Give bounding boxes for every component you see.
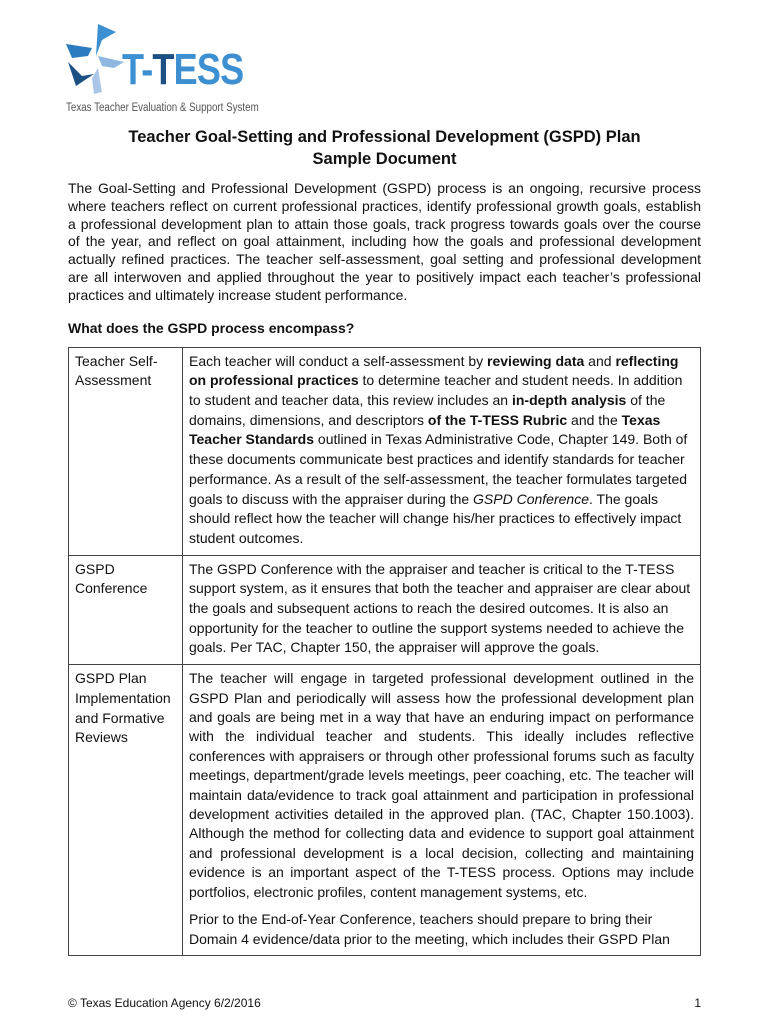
row-label: GSPD Plan Implementation and Formative Reviews xyxy=(69,665,183,956)
intro-paragraph: The Goal-Setting and Professional Development (GSPD) process is an ongoing, recursive process where teachers reflect on current professional practices, identify professional growth goals, establish a professional development plan to attain those goals, track progress towards goals over the course of the year, and reflect on goal attainment, including how the goals and professional development actually refined practices. The teacher self-assessment, goal setting and professional development are all interwoven and applied throughout the year to positively impact each teacher’s professional practices and ultimately increase student performance. xyxy=(68,180,701,303)
text-segment: outlined in Texas Administrative Code, Chapter 149. Both of these documents communicate best practices and identify standards for teacher performance. As a result of the self-assessment, the teacher formulates targeted goals to discuss with the appraiser during the xyxy=(189,431,688,507)
text-segment: . The goals should reflect how the teacher will change his/her practices to effectively impact student outcomes. xyxy=(189,490,682,546)
title-line-1: Teacher Goal-Setting and Professional Development (GSPD) Plan xyxy=(128,128,641,146)
logo-wordmark xyxy=(122,45,244,94)
description-paragraph xyxy=(189,352,694,549)
bold-text: of the T-TESS Rubric xyxy=(427,411,568,428)
logo-wordmark-part: ESS xyxy=(173,45,244,94)
table-row xyxy=(69,665,701,956)
text-segment: of the domains, dimensions, and descriptors xyxy=(189,391,666,428)
row-label: Teacher Self-Assessment xyxy=(69,347,183,555)
description-paragraph xyxy=(189,669,694,902)
bold-text: reflecting on professional practices xyxy=(189,352,679,389)
page-number: 1 xyxy=(694,996,701,1010)
text-segment: Each teacher will conduct a self-assessment by xyxy=(189,352,488,369)
text-segment: The teacher will engage in targeted professional development outlined in the GSPD Plan and periodically will assess how the professional development plan and goals are being met in a way that have an enduring impact on performance with the individual teacher and students. This ideally includes reflective conferences with appraisers or through other professional forums such as faculty meetings, department/grade levels meetings, peer coaching, etc. The teacher will maintain data/evidence to track goal attainment and participation in professional development activities detailed in the approved plan. (TAC, Chapter 150.1003). Although the method for collecting data and evidence to support goal attainment and professional development is a local decision, collecting and maintaining evidence is an important aspect of the T-TESS process. Options may include portfolios, electronic profiles, content management systems, etc. xyxy=(189,670,694,900)
bold-text: Texas Teacher Standards xyxy=(189,411,661,448)
row-description xyxy=(183,347,701,555)
t-tess-logo xyxy=(58,22,258,118)
text-segment: and xyxy=(584,352,616,369)
row-label: GSPD Conference xyxy=(69,555,183,665)
row-description xyxy=(183,555,701,665)
text-segment: The GSPD Conference with the appraiser and teacher is critical to the T-TESS support system, as it ensures that both the teacher and appraiser are clear about the goals and subsequent actions to reach the desired outcomes. It is also an opportunity for the teacher to outline the support systems needed to achieve the goals. Per TAC, Chapter 150, the appraiser will approve the goals. xyxy=(189,560,691,656)
text-segment: and the xyxy=(567,411,622,428)
logo-wordmark-part: T xyxy=(152,45,174,94)
title-line-2: Sample Document xyxy=(312,150,457,168)
description-paragraph xyxy=(189,560,694,659)
table-row xyxy=(69,347,701,555)
logo-wordmark-part: T- xyxy=(122,45,153,94)
footer xyxy=(68,984,701,1010)
footer-copyright: © Texas Education Agency 6/2/2016 xyxy=(68,996,261,1010)
row-description xyxy=(183,665,701,956)
logo-subtitle: Texas Teacher Evaluation & Support System xyxy=(66,102,259,114)
bold-text: reviewing data xyxy=(487,352,585,369)
bold-text: in-depth analysis xyxy=(511,391,627,408)
gspd-process-table xyxy=(68,347,701,957)
description-paragraph xyxy=(189,910,694,949)
text-segment: to determine teacher and student needs. In addition to student and teacher data, this review includes an xyxy=(189,372,683,408)
document-title xyxy=(68,126,701,170)
table-row xyxy=(69,555,701,665)
star-logo-icon xyxy=(58,22,128,97)
italic-text: GSPD Conference xyxy=(473,490,589,507)
section-heading: What does the GSPD process encompass? xyxy=(68,319,355,336)
text-segment: Prior to the End-of-Year Conference, teachers should prepare to bring their Domain 4 evidence/data prior to the meeting, which includes their GSPD Plan xyxy=(189,911,670,947)
